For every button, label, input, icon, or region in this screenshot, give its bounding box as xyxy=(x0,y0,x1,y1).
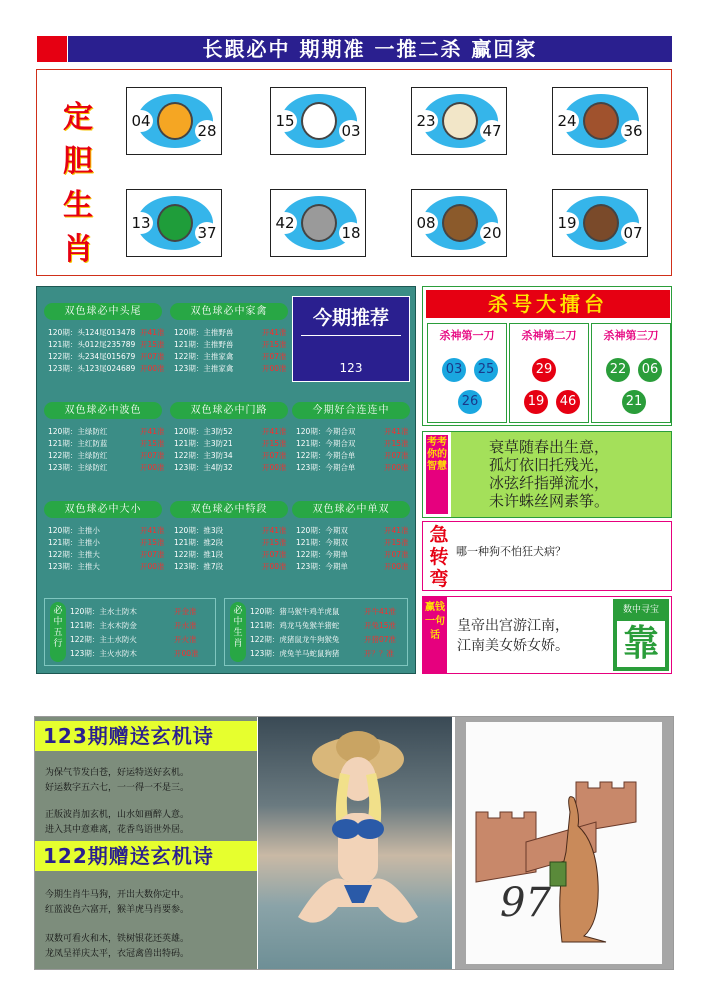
block-title: 双色球必中大小 xyxy=(44,501,162,518)
wisdom-label: 考考你的智慧 xyxy=(426,435,448,514)
row-text: 123期：主火水防木 xyxy=(70,649,137,658)
row-text: 120期：推3段 xyxy=(174,526,224,535)
wuxing-label: 必中五行 xyxy=(50,602,66,662)
seek-char: 靠 xyxy=(617,621,665,667)
photo-illustration xyxy=(258,717,452,969)
block-row xyxy=(48,549,165,561)
zodiac-card xyxy=(411,87,507,155)
kill-ball: 06 xyxy=(638,358,662,382)
block-row xyxy=(174,327,287,339)
rabbit-icon xyxy=(301,102,337,140)
teaser-label: 急转弯 xyxy=(429,524,449,590)
block-row xyxy=(48,561,165,573)
kill-column xyxy=(591,323,671,423)
wuxing-row xyxy=(70,620,197,632)
poem-122-line-4: 龙凤呈祥庆太平，衣冠禽兽出特码。 xyxy=(45,949,190,959)
money-label: 赢钱一句话 xyxy=(423,597,447,673)
row-text: 122期：推1段 xyxy=(174,550,224,559)
row-result: 开41准 xyxy=(262,328,287,337)
wisdom-line-1: 衰草随春出生意， xyxy=(489,438,610,456)
row-text: 123期：主推家禽 xyxy=(174,364,234,373)
row-result: 开15准 xyxy=(384,439,409,448)
row-result: 开07准 xyxy=(140,550,165,559)
row-result: 开07准 xyxy=(262,550,287,559)
money-panel xyxy=(422,596,672,674)
row-result: 开15准 xyxy=(262,538,287,547)
row-text: 120期：主推野兽 xyxy=(174,328,234,337)
money-line-2: 江南美女娇女娇。 xyxy=(457,638,569,654)
block-row xyxy=(296,462,409,474)
row-result: 开07准 xyxy=(140,451,165,460)
row-text: 121期：主水木防金 xyxy=(70,621,137,630)
row-result: 开41准 xyxy=(140,427,165,436)
row-text: 121期：今期双 xyxy=(296,538,348,547)
row-text: 122期：主土水防火 xyxy=(70,635,137,644)
row-result: 开猪07准 xyxy=(364,635,397,644)
row-result: 开兔15准 xyxy=(364,621,397,630)
block-row xyxy=(48,525,165,537)
zodiac-number: 03 xyxy=(339,120,363,142)
row-result: 开15准 xyxy=(140,439,165,448)
row-result: 开00准 xyxy=(140,463,165,472)
wuxing-row xyxy=(70,648,199,660)
row-result: 开41准 xyxy=(140,526,165,535)
row-text: 120期：今期合双 xyxy=(296,427,356,436)
row-result: 开07准 xyxy=(262,352,287,361)
row-result: 开00准 xyxy=(262,463,287,472)
wisdom-line-3: 冰弦纤指弹流水， xyxy=(489,474,610,492)
row-text: 120期：今期双 xyxy=(296,526,348,535)
zodiac-number: 04 xyxy=(129,110,153,132)
zodiac-card xyxy=(270,189,366,257)
shengxiao-row xyxy=(250,620,397,632)
seek-label: 数中寻宝 xyxy=(622,605,659,615)
zodiac-number: 15 xyxy=(273,110,297,132)
block-row xyxy=(174,426,287,438)
kill-ball: 29 xyxy=(532,358,556,382)
zodiac-number: 20 xyxy=(480,222,504,244)
row-text: 120期：头124尾013478 xyxy=(48,328,136,337)
block-title: 双色球必中特段 xyxy=(170,501,288,518)
row-result: 开00准 xyxy=(140,562,165,571)
kill-column xyxy=(509,323,589,423)
row-text: 123期：主推大 xyxy=(48,562,100,571)
row-result: 开15准 xyxy=(262,340,287,349)
row-text: 121期：鸡龙马兔猴羊猪蛇 xyxy=(250,621,340,630)
kill-panel xyxy=(422,286,672,426)
wuxing-row xyxy=(70,634,197,646)
zodiac-number: 18 xyxy=(339,222,363,244)
row-text: 122期：今期合单 xyxy=(296,451,356,460)
row-result: 开07准 xyxy=(384,550,409,559)
block-row xyxy=(48,339,165,351)
row-result: 开00准 xyxy=(384,463,409,472)
row-text: 121期：推2段 xyxy=(174,538,224,547)
block-row xyxy=(296,561,409,573)
zodiac-number: 19 xyxy=(555,212,579,234)
poem-122-line-2: 红蓝波色六富开，猴羊虎马肖要参。 xyxy=(45,905,190,915)
zodiac-card xyxy=(552,189,648,257)
zodiac-number: 13 xyxy=(129,212,153,234)
wuxing-row xyxy=(70,606,197,618)
kill-ball: 03 xyxy=(442,358,466,382)
zodiac-title: 定胆生肖 xyxy=(63,100,93,267)
row-result: 开00准 xyxy=(262,562,287,571)
row-result: 开15准 xyxy=(140,538,165,547)
block-row xyxy=(296,426,409,438)
zodiac-number: 23 xyxy=(414,110,438,132)
row-text: 120期：猪马猴牛鸡羊虎鼠 xyxy=(250,607,340,616)
sheep-icon xyxy=(442,102,478,140)
row-text: 121期：头012尾235789 xyxy=(48,340,136,349)
block-row xyxy=(174,537,287,549)
block-title: 今期好合连连中 xyxy=(292,402,410,419)
poem-122-title: 122期赠送玄机诗 xyxy=(35,841,257,871)
kill-ball: 21 xyxy=(622,390,646,414)
kill-ball: 46 xyxy=(556,390,580,414)
zodiac-number: 08 xyxy=(414,212,438,234)
row-result: 开00准 xyxy=(262,364,287,373)
zodiac-number: 42 xyxy=(273,212,297,234)
row-text: 123期：今期合单 xyxy=(296,463,356,472)
block-row xyxy=(174,462,287,474)
zodiac-card xyxy=(270,87,366,155)
row-text: 121期：主3防21 xyxy=(174,439,233,448)
kill-ball: 19 xyxy=(524,390,548,414)
block-row xyxy=(48,438,165,450)
row-result: 开41准 xyxy=(384,526,409,535)
kill-ball: 26 xyxy=(458,390,482,414)
poem-123-line-2: 好运数字五六七，一一得一不是三。 xyxy=(45,783,190,793)
row-result: 开15准 xyxy=(262,439,287,448)
poem-123-title: 123期赠送玄机诗 xyxy=(35,721,257,751)
riddle-illustration xyxy=(466,722,662,964)
banner-accent xyxy=(37,36,67,62)
recommend-title: 今期推荐 xyxy=(312,307,389,329)
seek-box xyxy=(613,599,669,671)
block-row xyxy=(48,462,165,474)
recommend-divider xyxy=(301,335,401,336)
money-line-1: 皇帝出宫游江南， xyxy=(457,618,569,634)
row-text: 120期：主3防52 xyxy=(174,427,233,436)
block-row xyxy=(296,525,409,537)
row-result: 开火准 xyxy=(174,635,197,644)
recommend-number: 123 xyxy=(339,361,363,375)
block-row xyxy=(48,426,165,438)
row-text: 123期：主绿防红 xyxy=(48,463,108,472)
block-row xyxy=(174,438,287,450)
row-text: 121期：主推野兽 xyxy=(174,340,234,349)
zodiac-card xyxy=(126,189,222,257)
row-text: 123期：头123尾024689 xyxy=(48,364,136,373)
block-row xyxy=(174,339,287,351)
row-text: 123期：主4防32 xyxy=(174,463,233,472)
teaser-question: 哪一种狗不怕狂犬病？ xyxy=(456,545,566,558)
teaser-panel xyxy=(422,521,672,591)
row-text: 122期：今期单 xyxy=(296,550,348,559)
snake-icon xyxy=(157,204,193,242)
row-result: 开15准 xyxy=(140,340,165,349)
riddle-card xyxy=(466,722,662,964)
row-text: 121期：今期合双 xyxy=(296,439,356,448)
block-row xyxy=(48,327,165,339)
dog-icon xyxy=(442,204,478,242)
row-text: 123期：推7段 xyxy=(174,562,224,571)
row-result: 开41准 xyxy=(384,427,409,436)
block-row xyxy=(296,549,409,561)
zodiac-number: 47 xyxy=(480,120,504,142)
row-text: 122期：主推大 xyxy=(48,550,100,559)
row-result: 开15准 xyxy=(384,538,409,547)
row-result: 开00准 xyxy=(174,649,199,658)
row-result: 开牛41准 xyxy=(364,607,397,616)
zodiac-number: 37 xyxy=(195,222,219,244)
row-result: 开金准 xyxy=(174,607,197,616)
recommend-box xyxy=(292,296,410,382)
block-row xyxy=(296,537,409,549)
row-result: 开00准 xyxy=(140,364,165,373)
kill-ball: 22 xyxy=(606,358,630,382)
poem-122-line-3: 双数可看火和木，铁树银花还英雄。 xyxy=(45,934,190,944)
block-row xyxy=(174,561,287,573)
block-row xyxy=(174,450,287,462)
row-text: 122期：主绿防红 xyxy=(48,451,108,460)
rat-icon xyxy=(301,204,337,242)
block-title: 双色球必中波色 xyxy=(44,402,162,419)
kill-ball: 25 xyxy=(474,358,498,382)
row-result: 开41准 xyxy=(262,526,287,535)
row-text: 121期：主推小 xyxy=(48,538,100,547)
row-result: 开07准 xyxy=(262,451,287,460)
shengxiao-row xyxy=(250,634,397,646)
zodiac-number: 36 xyxy=(621,120,645,142)
row-text: 120期：主水土防木 xyxy=(70,607,137,616)
poem-123-line-1: 为保气节发白苍，好运特送好玄机。 xyxy=(45,768,190,778)
row-result: 开水准 xyxy=(174,621,197,630)
zodiac-card xyxy=(411,189,507,257)
block-row xyxy=(174,351,287,363)
row-text: 123期：虎兔羊马蛇鼠狗猪 xyxy=(250,649,340,658)
row-text: 120期：主推小 xyxy=(48,526,100,535)
shengxiao-row xyxy=(250,648,394,660)
zodiac-number: 28 xyxy=(195,120,219,142)
block-row xyxy=(174,363,287,375)
model-photo xyxy=(258,717,452,969)
row-text: 122期：头234尾015679 xyxy=(48,352,136,361)
kill-column-head: 杀神第二刀 xyxy=(521,329,577,342)
row-result: 开41准 xyxy=(262,427,287,436)
row-result: 开00准 xyxy=(384,562,409,571)
block-row xyxy=(48,363,165,375)
block-title: 双色球必中家禽 xyxy=(170,303,288,320)
kill-title: 杀号大擂台 xyxy=(426,290,670,318)
zodiac-number: 07 xyxy=(621,222,645,244)
row-text: 120期：主绿防红 xyxy=(48,427,108,436)
block-row xyxy=(296,450,409,462)
block-row xyxy=(174,549,287,561)
row-result: 开07准 xyxy=(384,451,409,460)
block-row xyxy=(48,450,165,462)
row-text: 121期：主红防蓝 xyxy=(48,439,108,448)
pig-icon xyxy=(583,204,619,242)
kill-column-head: 杀神第三刀 xyxy=(603,329,659,342)
wisdom-panel xyxy=(422,431,672,518)
block-title: 双色球必中单双 xyxy=(292,501,410,518)
kill-column xyxy=(427,323,507,423)
page-banner: 长跟必中 期期准 一推二杀 赢回家 xyxy=(68,36,672,62)
tiger-icon xyxy=(157,102,193,140)
row-result: 开41准 xyxy=(140,328,165,337)
row-text: 122期：主3防34 xyxy=(174,451,233,460)
zodiac-number: 24 xyxy=(555,110,579,132)
block-title: 双色球必中头尾 xyxy=(44,303,162,320)
poem-122-line-1: 今期生肖牛马狗，开出大数你定中。 xyxy=(45,890,190,900)
poem-123-line-4: 进入其中意难离，花香鸟语世外居。 xyxy=(45,825,190,835)
block-row xyxy=(48,537,165,549)
poem-123-line-3: 正版波肖加玄机，山水如画醉人意。 xyxy=(45,810,190,820)
riddle-number: 97 xyxy=(500,880,551,926)
row-result: 开？？准 xyxy=(364,649,394,658)
shengxiao-label: 必中生肖 xyxy=(230,602,246,662)
wisdom-line-2: 孤灯依旧托残光， xyxy=(489,456,610,474)
wisdom-line-4: 未许蛛丝网素筝。 xyxy=(489,492,610,510)
ox-icon xyxy=(583,102,619,140)
shengxiao-row xyxy=(250,606,397,618)
row-text: 122期：虎猪鼠龙牛狗猴兔 xyxy=(250,635,340,644)
zodiac-card xyxy=(126,87,222,155)
block-row xyxy=(174,525,287,537)
row-text: 122期：主推家禽 xyxy=(174,352,234,361)
poem-panel xyxy=(35,717,257,969)
zodiac-card xyxy=(552,87,648,155)
block-title: 双色球必中门路 xyxy=(170,402,288,419)
row-result: 开07准 xyxy=(140,352,165,361)
block-row xyxy=(48,351,165,363)
row-text: 123期：今期单 xyxy=(296,562,348,571)
block-row xyxy=(296,438,409,450)
kill-column-head: 杀神第一刀 xyxy=(439,329,495,342)
